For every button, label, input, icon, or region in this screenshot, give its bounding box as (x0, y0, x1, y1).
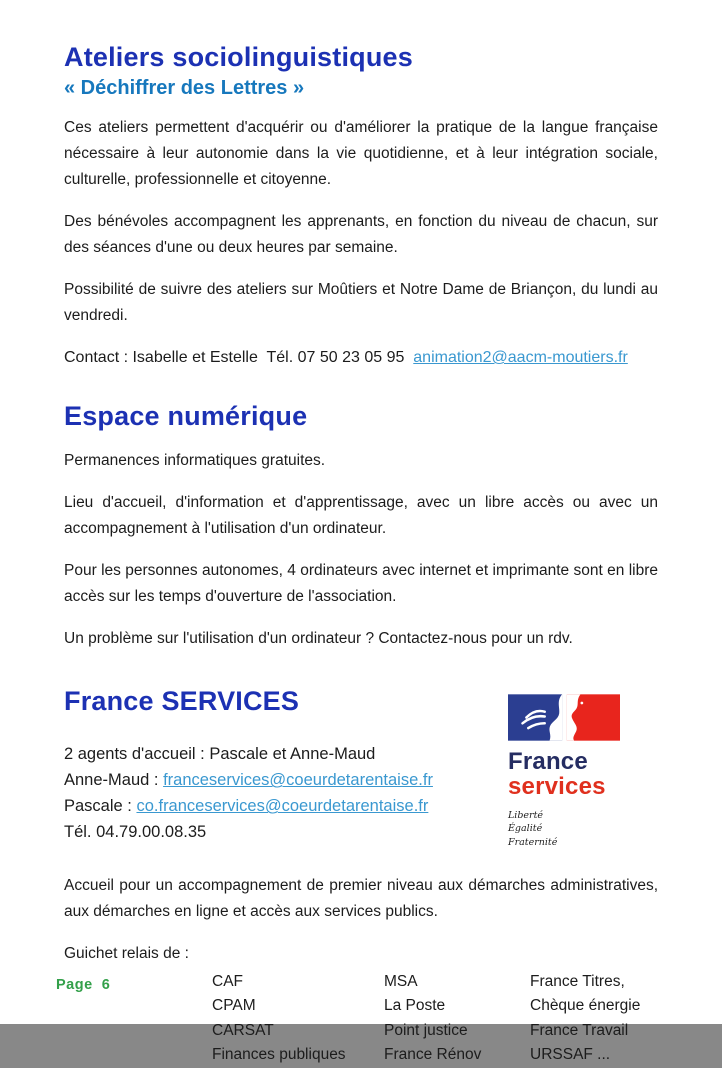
section-france-services (64, 686, 658, 1068)
logo-motto (508, 809, 658, 849)
guichet-services-table (212, 970, 658, 1068)
contact-pascale-line (64, 793, 508, 819)
contact-pascale-email-link[interactable]: co.franceservices@coeurdetarentaise.fr (136, 797, 429, 816)
france-services-description: Accueil pour un accompagnement de premier niveau aux démarches administratives, aux démarches en ligne et accès aux services publics. (64, 876, 658, 920)
service-item: CPAM (212, 997, 256, 1015)
service-item: France Travail (530, 1021, 629, 1039)
service-item: Finances publiques (212, 1046, 346, 1064)
motto-egalite: Égalité (508, 823, 543, 835)
service-item: La Poste (384, 997, 446, 1015)
espace-paragraph-4: Un problème sur l'utilisation d'un ordinateur ? Contactez-nous pour un rdv. (64, 630, 573, 648)
service-item: CARSAT (212, 1021, 274, 1039)
espace-paragraph-1: Permanences informatiques gratuites. (64, 452, 326, 470)
page-number: Page 6 (56, 977, 111, 993)
phone-line: Tél. 04.79.00.08.35 (64, 823, 207, 842)
section-ateliers (64, 42, 658, 371)
service-item: MSA (384, 972, 418, 990)
guichet-relais-label: Guichet relais de : (64, 944, 189, 962)
ateliers-contact-email-link[interactable]: animation2@aacm-moutiers.fr (413, 349, 628, 367)
ateliers-paragraph-3: Possibilité de suivre des ateliers sur Moûtiers et Notre Dame de Briançon, du lundi au vendredi. (64, 281, 658, 325)
service-item: Chèque énergie (530, 997, 641, 1015)
ateliers-title: Ateliers sociolinguistiques (64, 42, 413, 72)
ateliers-subtitle: « Déchiffrer des Lettres » (64, 77, 305, 100)
france-services-logo (508, 686, 658, 849)
ateliers-contact-text: Contact : Isabelle et Estelle Tél. 07 50 23 05 95 (64, 349, 414, 367)
espace-paragraph-3: Pour les personnes autonomes, 4 ordinateurs avec internet et imprimante sont en libre accès sur les temps d'ouverture de l'association. (64, 562, 658, 606)
service-item: France Rénov (384, 1046, 482, 1064)
marianne-flag-icon (508, 694, 620, 741)
logo-wordmark (508, 750, 658, 800)
france-services-info (64, 686, 508, 845)
service-item: CAF (212, 972, 243, 990)
ateliers-paragraph-2: Des bénévoles accompagnent les apprenants, en fonction du niveau de chacun, sur des séances d'une ou deux heures par semaine. (64, 213, 658, 257)
motto-fraternite: Fraternité (508, 836, 558, 848)
contact-anne-maud-label: Anne-Maud : (64, 771, 164, 790)
logo-text-france: France (508, 748, 588, 776)
espace-title: Espace numérique (64, 401, 308, 432)
logo-text-services: services (508, 773, 606, 801)
section-espace-numerique (64, 401, 658, 652)
service-item: France Titres, (530, 972, 625, 990)
espace-paragraph-2: Lieu d'accueil, d'information et d'apprentissage, avec un libre accès ou avec un accompagnement à l'utilisation d'un ordinateur. (64, 494, 658, 538)
motto-liberte: Liberté (508, 810, 544, 821)
contact-anne-maud-line (64, 767, 508, 793)
contact-anne-maud-email-link[interactable]: franceservices@coeurdetarentaise.fr (163, 771, 433, 790)
agents-line: 2 agents d'accueil : Pascale et Anne-Maud (64, 745, 376, 764)
service-item: Point justice (384, 1021, 468, 1039)
ateliers-paragraph-1: Ces ateliers permettent d'acquérir ou d'améliorer la pratique de la langue française nécessaire à leur autonomie dans la vie quotidienne, et à leur intégration sociale, culturelle, professionnelle et citoyenne. (64, 119, 658, 189)
contact-pascale-label: Pascale : (64, 797, 137, 816)
ateliers-contact-line (64, 345, 658, 371)
france-services-title: France SERVICES (64, 686, 300, 717)
france-services-contacts (64, 741, 508, 845)
service-item: URSSAF ... (530, 1046, 611, 1064)
